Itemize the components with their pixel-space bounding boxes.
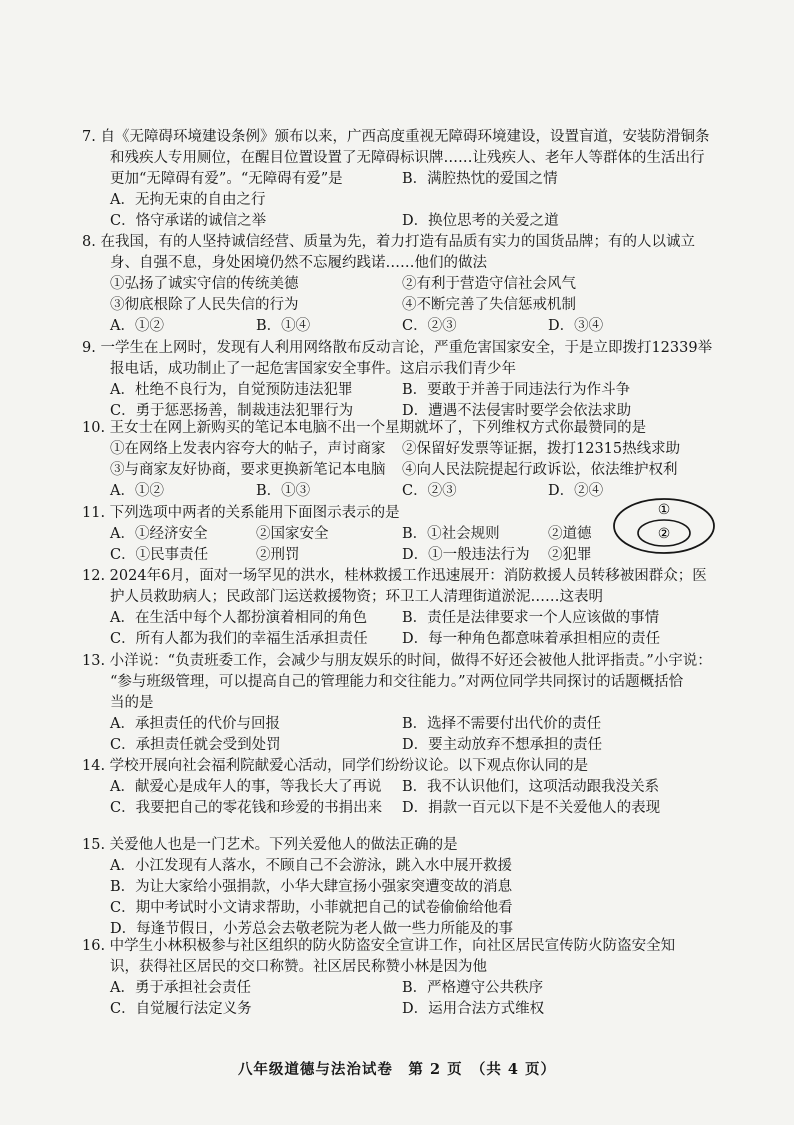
question-10 <box>82 418 722 502</box>
option-b: B．责任是法律要求一个人应该做的事情 <box>402 610 660 626</box>
option-b: B．①④ <box>256 318 311 334</box>
statement-1: ①弘扬了诚实守信的传统美德 <box>110 276 299 292</box>
question-stem: 和残疾人专用厕位，在醒目位置设置了无障碍标识牌……让残疾人、老年人等群体的生活出行 <box>110 150 705 166</box>
question-16 <box>82 936 722 1020</box>
inner-label: ② <box>657 526 671 542</box>
option-c: C．承担责任就会受到处罚 <box>110 737 281 753</box>
option-a: A．无拘无束的自由之行 <box>110 192 266 208</box>
question-7 <box>82 127 722 232</box>
question-stem: 中学生小林积极参与社区组织的防火防盗安全宣讲工作，向社区居民宣传防火防盗安全知 <box>109 938 676 954</box>
question-stem: 王女士在网上新购买的笔记本电脑不出一个星期就坏了，下列维权方式你最赞同的是 <box>109 420 647 436</box>
option-d: D．运用合法方式维权 <box>402 1001 545 1017</box>
question-number: 9. <box>82 340 96 356</box>
question-stem: 下列选项中两者的关系能用下面图示表示的是 <box>109 505 400 521</box>
option-c: C．②③ <box>402 483 457 499</box>
option-b: B．我不认识他们，这项活动跟我没关系 <box>402 779 660 795</box>
option-a-second: ②国家安全 <box>256 526 329 542</box>
question-stem: “参与班级管理，可以提高自己的管理能力和交往能力。”对两位同学共同探讨的话题概括恰 <box>110 674 684 690</box>
statement-4: ④向人民法院提起行政诉讼，依法维护权利 <box>402 462 678 478</box>
option-a: A．杜绝不良行为，自觉预防违法犯罪 <box>110 382 353 398</box>
question-number: 14. <box>82 758 106 774</box>
option-d: D．要主动放弃不想承担的责任 <box>402 737 603 753</box>
question-stem: 2024年6月，面对一场罕见的洪水，桂林救援工作迅速展开：消防救援人员转移被困群众；医 <box>109 568 707 584</box>
question-stem: 更加“无障碍有爱”。“无障碍有爱”是 <box>110 171 343 187</box>
question-stem: 当的是 <box>110 695 154 711</box>
question-number: 10. <box>82 420 106 436</box>
option-d: D．遭遇不法侵害时要学会依法求助 <box>402 403 632 419</box>
statement-2: ②保留好发票等证据，拨打12315热线求助 <box>402 441 681 457</box>
question-number: 8. <box>82 234 96 250</box>
option-a: A．小江发现有人落水，不顾自己不会游泳，跳入水中展开救援 <box>110 858 512 874</box>
option-d-second: ②犯罪 <box>548 547 592 563</box>
option-d: D．每逢节假日，小芳总会去敬老院为老人做一些力所能及的事 <box>110 921 514 937</box>
question-stem: 学校开展向社会福利院献爱心活动，同学们纷纷议论。以下观点你认同的是 <box>109 758 589 774</box>
question-7-line-1 <box>82 127 722 148</box>
question-stem: 报电话，成功制止了一起危害国家安全事件。这启示我们青少年 <box>110 361 516 377</box>
option-d: D．①一般违法行为 <box>402 547 530 563</box>
option-b-second: ②道德 <box>548 526 592 542</box>
option-d: D．捐款一百元以下是不关爱他人的表现 <box>402 800 661 816</box>
option-c: C．所有人都为我们的幸福生活承担责任 <box>110 631 368 647</box>
option-a: A．①② <box>110 483 164 499</box>
option-b: B．满腔热忱的爱国之情 <box>402 171 558 187</box>
option-c: C．②③ <box>402 318 457 334</box>
question-stem: 身、自强不息，身处困境仍然不忘履约践诺……他们的做法 <box>110 255 487 271</box>
option-b: B．要敢于并善于同违法行为作斗争 <box>402 382 631 398</box>
option-a: A．承担责任的代价与回报 <box>110 716 280 732</box>
outer-label: ① <box>657 502 671 518</box>
option-c: C．勇于惩恶扬善，制裁违法犯罪行为 <box>110 403 354 419</box>
page-footer: 八年级道德与法治试卷 第 2 页 （共 4 页） <box>237 1061 557 1078</box>
option-c: C．自觉履行法定义务 <box>110 1001 252 1017</box>
question-stem: 在我国，有的人坚持诚信经营、质量为先，着力打造有品质有实力的国货品牌；有的人以诚立 <box>100 234 695 250</box>
option-a: A．勇于承担社会责任 <box>110 980 251 996</box>
question-9 <box>82 338 722 422</box>
question-12 <box>82 566 722 650</box>
statement-1: ①在网络上发表内容夸大的帖子，声讨商家 <box>110 441 386 457</box>
question-number: 13. <box>82 653 106 669</box>
option-d: D．②④ <box>548 483 604 499</box>
question-number: 12. <box>82 568 106 584</box>
statement-4: ④不断完善了失信惩戒机制 <box>402 297 576 313</box>
option-a: A．在生活中每个人都扮演着相同的角色 <box>110 610 367 626</box>
option-c: C．期中考试时小文请求帮助，小菲就把自己的试卷偷偷给他看 <box>110 900 513 916</box>
option-c: C．①民事责任 <box>110 547 209 563</box>
question-stem: 一学生在上网时，发现有人利用网络散布反动言论，严重危害国家安全，于是立即拨打12339举 <box>100 340 713 356</box>
option-a: A．①② <box>110 318 164 334</box>
question-15 <box>82 835 722 940</box>
option-d: D．每一种角色都意味着承担相应的责任 <box>402 631 661 647</box>
option-b: B．①③ <box>256 483 311 499</box>
question-8 <box>82 232 722 337</box>
statement-2: ②有利于营造守信社会风气 <box>402 276 576 292</box>
option-a: A．献爱心是成年人的事，等我长大了再说 <box>110 779 382 795</box>
question-stem: 识，获得社区居民的交口称赞。社区居民称赞小林是因为他 <box>110 959 487 975</box>
nested-ellipse-diagram <box>612 497 716 555</box>
option-d: D．③④ <box>548 318 604 334</box>
option-a: A．①经济安全 <box>110 526 208 542</box>
question-stem: 小洋说：“负责班委工作，会减少与朋友娱乐的时间，做得不好还会被他人批评指责。”小宇说： <box>109 653 712 669</box>
question-stem: 自《无障碍环境建设条例》颁布以来，广西高度重视无障碍环境建设，设置盲道，安装防滑铜条 <box>100 129 710 145</box>
question-stem: 关爱他人也是一门艺术。下列关爱他人的做法正确的是 <box>109 837 458 853</box>
question-number: 7. <box>82 129 96 145</box>
question-13 <box>82 651 722 756</box>
statement-3: ③与商家友好协商，要求更换新笔记本电脑 <box>110 462 386 478</box>
statement-3: ③彻底根除了人民失信的行为 <box>110 297 299 313</box>
option-b: B．严格遵守公共秩序 <box>402 980 544 996</box>
question-number: 11. <box>82 505 106 521</box>
option-d: D．换位思考的关爱之道 <box>402 213 559 229</box>
option-b: B．为让大家给小强捐款，小华大肆宣扬小强家突遭变故的消息 <box>110 879 513 895</box>
option-c: C．恪守承诺的诚信之举 <box>110 213 267 229</box>
option-b: B．①社会规则 <box>402 526 500 542</box>
question-number: 15. <box>82 837 106 853</box>
option-b: B．选择不需要付出代价的责任 <box>402 716 602 732</box>
option-c: C．我要把自己的零花钱和珍爱的书捐出来 <box>110 800 383 816</box>
question-14 <box>82 756 722 819</box>
option-c-second: ②刑罚 <box>256 547 300 563</box>
question-number: 16. <box>82 938 106 954</box>
question-stem: 护人员救助病人；民政部门运送救援物资；环卫工人清理街道淤泥……这表明 <box>110 589 603 605</box>
